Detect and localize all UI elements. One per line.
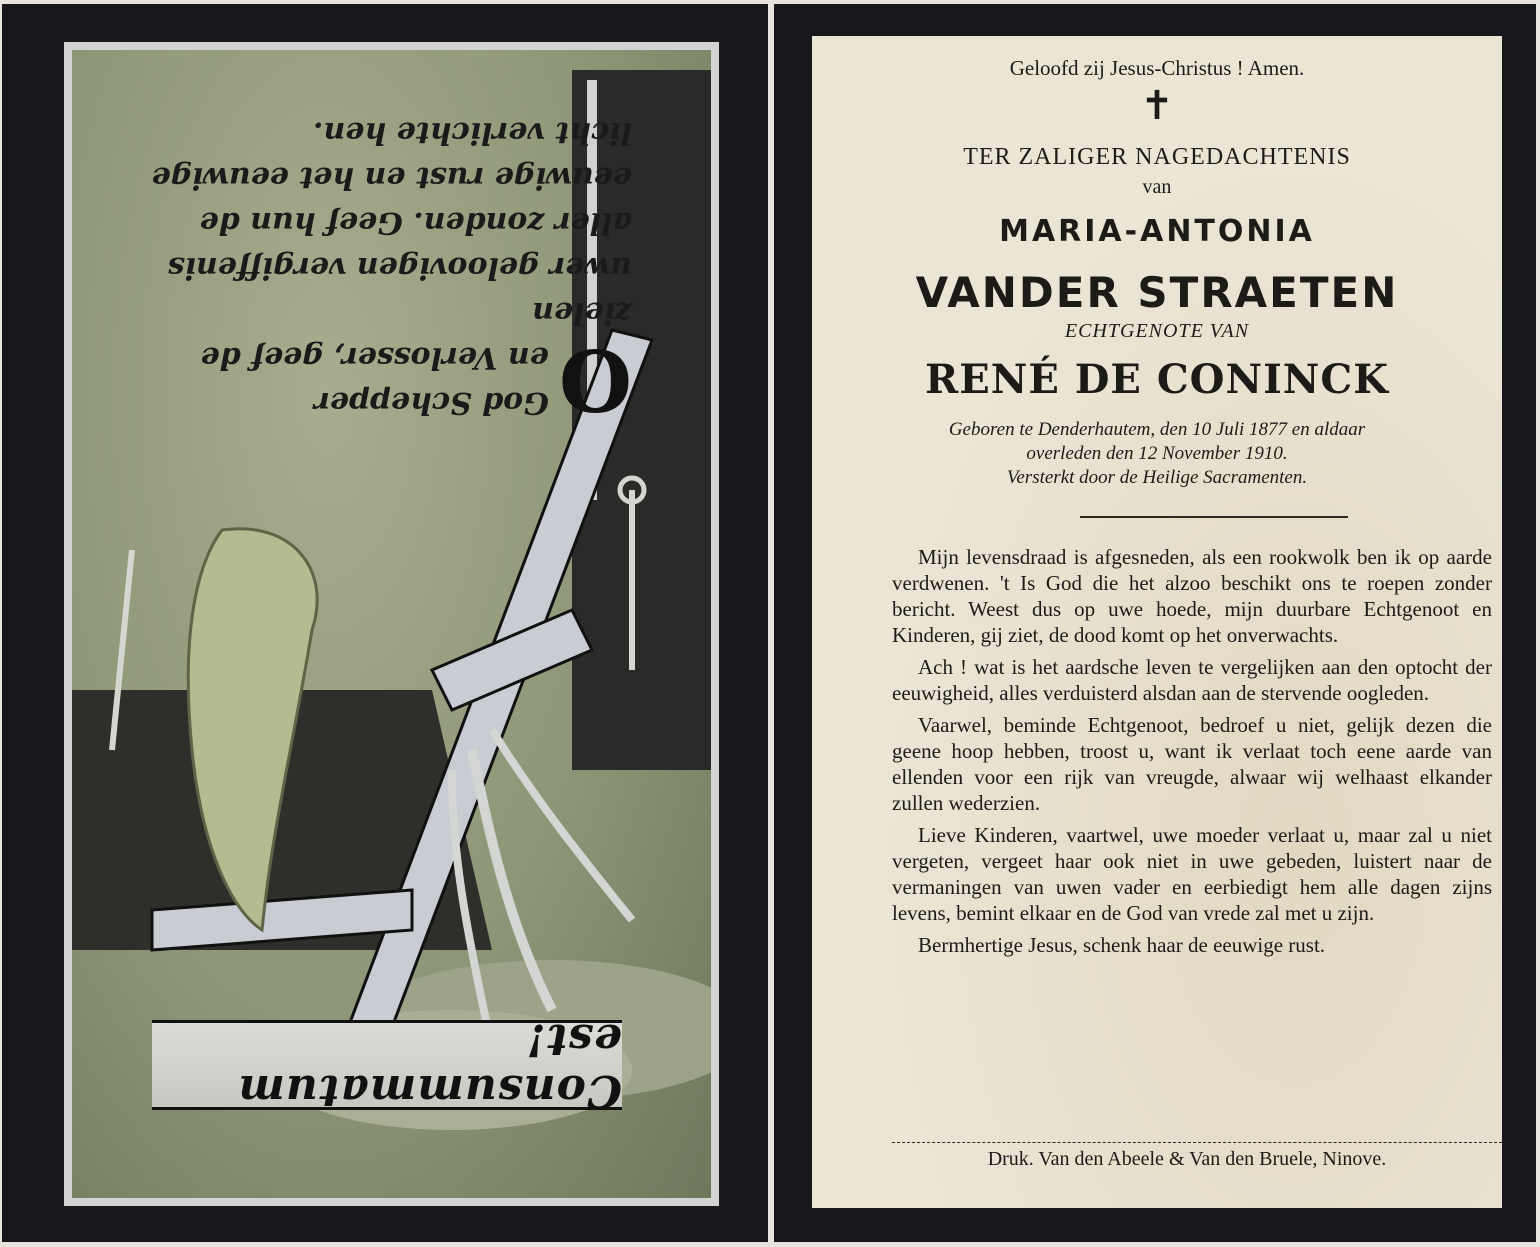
deceased-last-name: VANDER STRAETEN bbox=[915, 268, 1399, 317]
banner-text: Consummatum est! bbox=[237, 1014, 622, 1116]
body-paragraph: Vaarwel, beminde Echtgenoot, bedroef u niet, gelijk dezen die geene hoop hebben, troost u, want ik verlaat toch eene aarde van ellenden voor een rijk van vreugde, alwaar wij welhaast elkander zullen wederzien. bbox=[892, 713, 1492, 815]
prayer-line: aller zonden. Geef hun de bbox=[199, 205, 632, 240]
right-card-panel bbox=[774, 4, 1536, 1242]
prayer-line: uwer geloovigen vergiffenis bbox=[167, 250, 632, 285]
body-paragraph: Lieve Kinderen, vaartwel, uwe moeder verlaat u, maar zal u niet vergeten, vergeet haar ook niet in uwe gebeden, luistert naar de vermaningen van uwen vader en eerbiedigt hem alle dagen zijns levens, bemint elkaar en de God van vrede zal met u zijn. bbox=[892, 823, 1492, 925]
body-paragraph: Ach ! wat is het aardsche leven te vergelijken aan den optocht der eeuwigheid, alles verduisterd alsdan aan de stervende oogleden. bbox=[892, 655, 1492, 705]
left-card-frame bbox=[64, 42, 719, 1206]
right-card-frame bbox=[812, 36, 1502, 1208]
left-card-panel bbox=[2, 4, 768, 1242]
spouse-name: RENÉ DE CONINCK bbox=[925, 356, 1389, 403]
footer-divider bbox=[892, 1142, 1502, 1144]
printer-credit: Druk. Van den Abeele & Van den Bruele, Ninove. bbox=[987, 1148, 1387, 1170]
prayer-initial: O bbox=[558, 330, 632, 429]
memorial-heading: TER ZALIGER NAGEDACHTENIS bbox=[963, 144, 1351, 170]
prayer-line: eeuwige rust en het eeuwige bbox=[151, 160, 632, 195]
spouse-label: ECHTGENOTE VAN bbox=[1064, 320, 1250, 342]
opening-line: Geloofd zij Jesus-Christus ! Amen. bbox=[1009, 56, 1305, 80]
body-paragraph: Bermhertige Jesus, schenk haar de eeuwige rust. bbox=[918, 933, 1326, 957]
prayer-line: licht verlichte hen. bbox=[313, 115, 632, 150]
death-line: overleden den 12 November 1910. bbox=[1026, 443, 1288, 464]
cross-illustration bbox=[72, 50, 711, 1198]
prayer-text-block bbox=[112, 110, 632, 429]
birth-death-info bbox=[812, 418, 1502, 490]
divider bbox=[1080, 516, 1348, 518]
banner bbox=[152, 1014, 622, 1116]
cross-icon: ✝ bbox=[1140, 83, 1174, 129]
deceased-first-name: MARIA-ANTONIA bbox=[999, 214, 1315, 249]
birth-line: Geboren te Denderhautem, den 10 Juli 1877 en aldaar bbox=[948, 419, 1366, 440]
body-paragraph: Mijn levensdraad is afgesneden, als een rookwolk ben ik op aarde verdwenen. 't Is God die het alzoo beschikt ons te roepen zonder bericht. Weest dus op uwe hoede, mijn duurbare Echtgenoot en Kinderen, gij ziet, de dood komt op het onverwachts. bbox=[892, 545, 1492, 647]
prayer-text bbox=[112, 110, 632, 429]
sacraments-line: Versterkt door de Heilige Sacramenten. bbox=[1006, 467, 1308, 488]
van-label: van bbox=[1142, 176, 1172, 198]
prayer-line: God Schepper bbox=[314, 385, 549, 420]
prayer-line: en Verlosser, geef de zielen bbox=[200, 295, 632, 375]
memorial-body bbox=[892, 544, 1492, 964]
